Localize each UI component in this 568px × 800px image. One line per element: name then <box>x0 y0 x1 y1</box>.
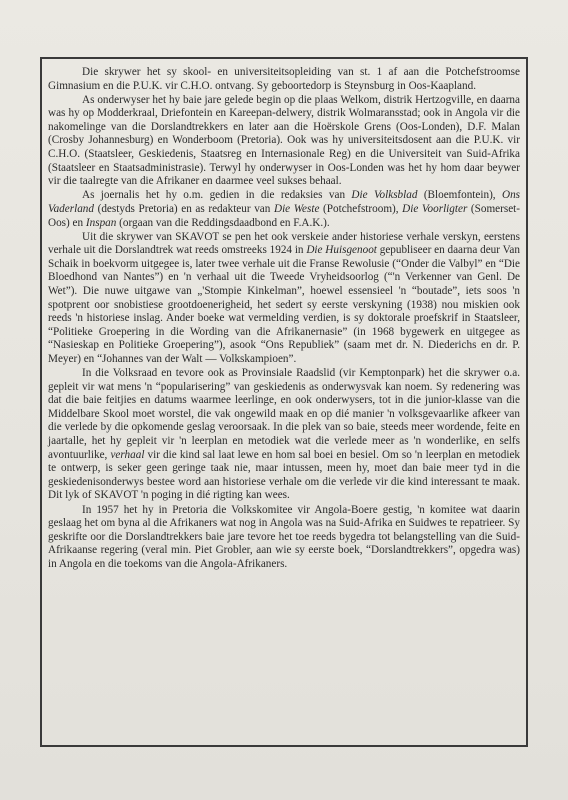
paragraph <box>48 504 520 572</box>
text-run: vir die kind sal laat lewe en hom sal boei en besiel. Om so 'n leerplan en metodiek te ontwerp, is seker geen geringe taak nie, maar intussen, meen hy, moet dan baie meer tyd in die geskiedenisonderwys bestee word aan historiese verhale om die verlede vir die kind interessant te maak. Dit lyk of SKAVOT 'n poging in dié rigting kan wees. <box>48 448 521 502</box>
italic-title-run: Ons Vaderland <box>48 189 521 215</box>
italic-title-run: Die Volksblad <box>351 189 418 202</box>
text-run: In die Volksraad en tevore ook as Provinsiale Raadslid (vir Kemptonpark) het die skrywer o.a. gepleit vir wat mens 'n “popularisering” van geskiedenis as onderwysvak kan noem. Sy redenering was dat die baie feitjies en datums waarmee leerlinge, en ook onderwysers, tot in die junior-klasse van die Middelbare Skool moet worstel, die vak ongewild maak en op dié manier 'n volksgevaarlike afkeer van die verlede by die opkomende geslag veroorsaak. In die plek van so baie, steeds meer wordende, feite en jaartalle, het hy gepleit vir 'n leerplan en metodiek wat die verlede meer as 'n wonderlike, en selfs avontuurlike, <box>48 367 520 461</box>
text-run: (destyds Pretoria) en as redakteur van <box>94 202 274 215</box>
paragraph <box>48 367 520 503</box>
paragraph <box>48 94 520 189</box>
paragraph <box>48 231 520 367</box>
text-run: (orgaan van die Reddingsdaadbond en F.A.K.). <box>116 216 330 229</box>
text-run: As joernalis het hy o.m. gedien in die redaksies van <box>82 189 352 202</box>
text-run: Die skrywer het sy skool- en universiteitsopleiding van st. 1 af aan die Potchefstroomse Gimnasium en die P.U.K. vir C.H.O. ontvang. Sy geboortedorp is Steynsburg in Oos-Kaapland. <box>48 66 520 92</box>
text-run: (Somerset-Oos) en <box>48 202 521 229</box>
text-run: In 1957 het hy in Pretoria die Volkskomitee vir Angola-Boere gestig, 'n komitee wat daarin geslaag het om byna al die Afrikaners wat nog in Angola was na Suid-Afrika en Suidwes te repatrieer. Sy geskrifte oor die Dorslandtrekkers baie jare tevore het toe reeds bygedra tot belangstelling van die Suid-Afrikaanse regering (veral min. Piet Grobler, aan wie sy eerste boek, “Dorslandtrekkers”, opgedra was) in Angola en die toekoms van die Angola-Afrikaners. <box>48 503 520 570</box>
paragraph <box>48 66 520 93</box>
text-run: gepubliseer en daarna deur Van Schaik in boekvorm uitgegee is, later twee verhale uit die Franse Rewolusie (“Onder die Valbyl” en “Die Bloedhond van Nantes”) en 'n verhaal uit die Tweede Vryheidsoorlog (“'n Verkenner van Genl. De Wet”). Die nuwe uitgawe van „'Stompie Kinkelman”, hoewel essensieel 'n “boutade”, iets soos 'n spotprent oor snobistiese grootdoenerigheid, het sedert sy eerste verskyning (1938) nou miskien ook reeds 'n historiese inslag. Ander boeke wat vermelding verdien, is sy doktorale proefskrif in Staatsleer, “Politieke Groepering in die Wording van die Afrikanernasie” (in 1968 bygewerk en uitgegee as “Nasieskap en Politieke Groepering”), asook “Ons Republiek” (saam met dr. N. Diederichs en dr. P. Meyer) en “Johannes van der Walt — Volkskampioen”. <box>48 244 520 365</box>
text-run: (Potchefstroom), <box>319 202 403 215</box>
italic-title-run: verhaal <box>110 448 145 461</box>
italic-title-run: Die Weste <box>273 202 320 215</box>
text-run: (Bloemfontein), <box>417 189 502 202</box>
paragraph <box>48 189 520 230</box>
italic-title-run: Inspan <box>85 216 117 229</box>
text-run: As onderwyser het hy baie jare gelede begin op die plaas Welkom, distrik Hertzogville, en daarna was hy op Modderkraal, Driefontein en Kareepan-delwery, distrik Wolmaransstad; ook in Angola vir die nakomelinge van die Dorslandtrekkers en later aan die Hoërskole Grens (Oos-Londen), D.F. Malan (Crosby Johannesburg) en Wonderboom (Pretoria). Ook was hy universiteitsdosent aan die P.U.K. vir C.H.O. (Staatsleer, Geskiedenis, Staatsreg en Internasionale Reg) en die Universiteit van Suid-Afrika (Staatsleer en Staatsadministrasie). Terwyl hy onderwyser in Oos-Londen was het hy hom daar beywer vir die taalregte van die Afrikaner en daarmee veel sukses behaal. <box>48 93 520 188</box>
italic-title-run: Die Huisgenoot <box>306 244 377 257</box>
author-biography-text <box>48 66 520 571</box>
text-run: Uit die skrywer van SKAVOT se pen het ook verskeie ander historiese verhale verskyn, eerstens verhale uit die Dorslandtrek wat reeds omstreeks 1924 in <box>48 230 520 257</box>
italic-title-run: Die Voorligter <box>402 202 468 215</box>
